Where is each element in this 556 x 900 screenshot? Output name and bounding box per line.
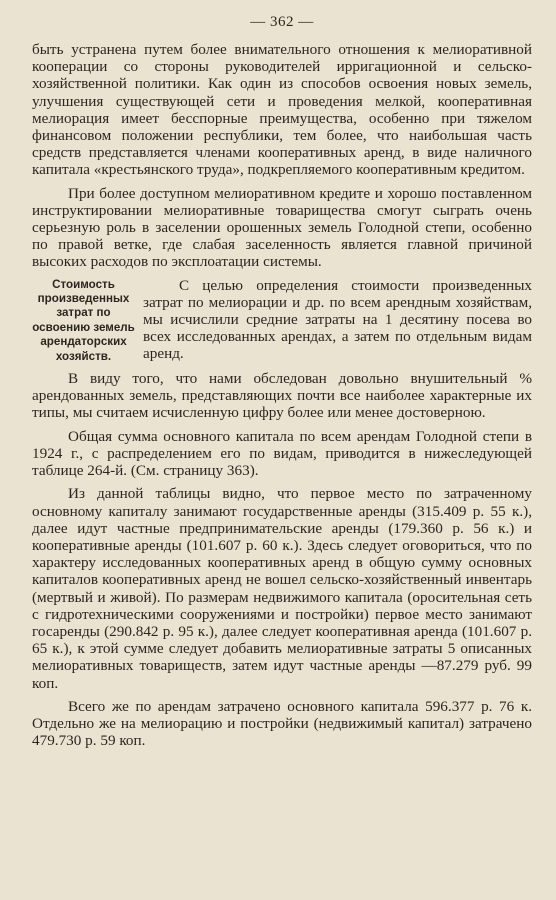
- page-number: — 362 —: [250, 14, 314, 30]
- paragraph-5: Общая сумма основного капитала по всем арендам Голодной степи в 1924 г., с распределением его по видам, приводится в нижеследующей таблице 264-й. (См. страницу 363).: [32, 427, 532, 480]
- paragraph-3: С целью определения стоимости произведенных затрат по мелиорации и др. по всем арендным хозяйствам, мы исчислили средние затраты на 1 десятину посева во всех исследованных арендах, а затем по отдельным видам аренд.: [143, 276, 532, 363]
- paragraph-6: Из данной таблицы видно, что первое место по затраченному основному капиталу занимают государственные аренды (315.409 р. 55 к.), далее идут частные предпринимательские аренды (179.360 р. 56 к.) и кооперативные аренды (101.607 р. 60 к.). Здесь следует оговориться, что по характеру исследованных кооперативных аренд в общую сумму основных капиталов кооперативных аренд не вошел сельско-хозяйственный инвентарь (мертвый и живой). По размерам недвижимого капитала (оросительная сеть с гидротехническими сооружениями и постройки) первое место занимают госаренды (290.842 р. 95 к.), далее следует кооперативная аренда (101.607 р. 65 к.), к этой сумме следует добавить мелиоративные затраты 5 описанных мелиоративных товариществ, затем идут частные аренды —87.279 руб. 99 коп.: [32, 485, 532, 692]
- paragraph-1: быть устранена путем более внимательного отношения к мелиоративной кооперации со стороны руководителей ирригационной и сельско-хозяйственной политики. Как один из способов освоения новых земель, улучшения существующей сети и проведения мелкой, кооперативная мелиорация имеет бесспорные преимущества, особенно при тяжелом финансовом положении республики, тем более, что наибольшая часть средств представляется членами кооперативных аренд, в виде наличного капитала «крестьянского труда», подкрепляемого кооперативным кредитом.: [32, 41, 532, 179]
- side-note-block: [32, 277, 532, 364]
- paragraph-2: При более доступном мелиоративном кредите и хорошо поставленном инструктировании мелиоративные товарищества смогут сыграть очень серьезную роль в заселении орошенных земель Голодной степи, особенно по правой ветке, где слабая заселенность является главной причиной высоких расходов по эксплоатации системы.: [32, 184, 532, 271]
- paragraph-4: В виду того, что нами обследован довольно внушительный % арендованных земель, представляющих почти все наиболее характерные их типы, мы считаем исчисленную цифру более или менее достоверною.: [32, 370, 532, 422]
- side-note-heading: Стоимость произведенных затрат по освоению земель арендаторских хозяйств.: [32, 277, 135, 363]
- paragraph-7: Всего же по арендам затрачено основного капитала 596.377 р. 76 к. Отдельно же на мелиорацию и постройки (недвижимый капитал) затрачено 479.730 р. 59 коп.: [32, 697, 532, 750]
